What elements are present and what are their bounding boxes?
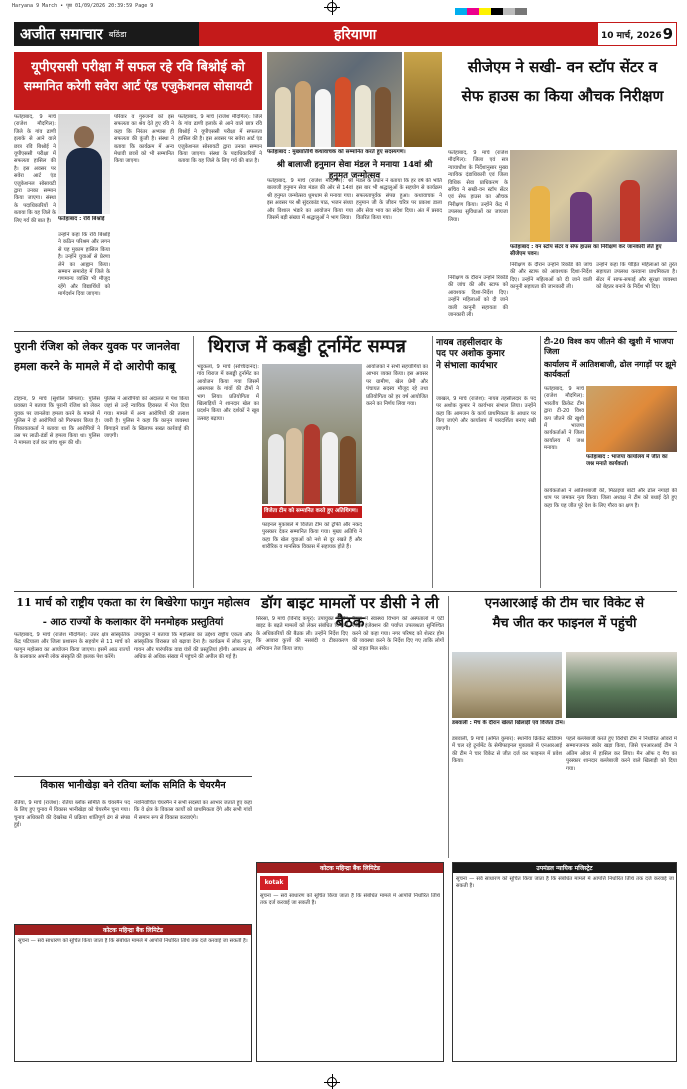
column-rule	[432, 336, 433, 588]
story1-portrait-photo	[58, 114, 110, 214]
newspaper-brand	[14, 22, 199, 46]
print-slug: Haryana 9 March • पृष्ठ 01/09/2026 20:39:59 Page 9	[12, 3, 154, 9]
story1-body-col3: परिवार व गुरुजनों को इस सफलता का श्रेय देते हुए रवि ने कहा कि निरंतर अभ्यास ही सफलता की कुंजी है। संस्था ने बताया कि कार्यक्रम में अन्य मेधावी छात्रों को भी सम्मानित किया जाएगा।	[114, 114, 174, 165]
story2-photo-caption: फतेहाबाद : मुख्यातिथि कथावाचक को सम्मानित करते हुए सदस्यगण।	[267, 149, 406, 155]
date-box	[597, 22, 677, 46]
story1-headline-box	[14, 52, 262, 110]
bank-notice-ad	[256, 862, 444, 1062]
story7-headline-line1: टी-20 विश्व कप जीतने की खुशी में भाजपा जिला	[544, 336, 674, 356]
story5-body-col1: भट्टूकलां, 9 मार्च (सच्चिदानंद): गांव थिराज में कबड्डी टूर्नामेंट का आयोजन किया गया जिसमें आसपास के गांवों की टीमों ने भाग लिया। प्रतियोगिता में खिलाड़ियों ने शानदार खेल का प्रदर्शन किया और दर्शकों ने खूब उत्साह बढ़ाया।	[197, 364, 259, 422]
classified-ad	[14, 924, 252, 1062]
story3-body-col2: निरीक्षण के दौरान उन्होंने रिकॉर्ड की जांच की और स्टाफ को आवश्यक दिशा-निर्देश दिए। उन्होंने महिलाओं को दी जाने वाली कानूनी सहायता की जानकारी ली।	[510, 262, 592, 291]
registration-mark	[327, 1077, 337, 1087]
classified-bank-name: कोटक महिन्द्रा बैंक लिमिटेड	[15, 925, 251, 935]
story1-headline-line1: यूपीएससी परीक्षा में सफल रहे रवि बिश्नोई को	[31, 60, 245, 75]
story10-photo-caption: डबवाली : मैच के दौरान खेलते खिलाड़ी एवं विजेता टीम।	[452, 720, 565, 726]
story10-headline-line2: मैच जीत कर फाइनल में पहुंची	[492, 616, 637, 632]
story3-headline-box	[448, 52, 677, 144]
story8-headline: 11 मार्च को राष्ट्रीय एकता का रंग बिखेरेगा फागुन महोत्सव	[16, 596, 250, 609]
story11-headline: विकास भानीखेड़ा बने रतिया ब्लॉक समिति के चेयरमैन	[40, 780, 226, 791]
column-rule	[448, 596, 449, 858]
story6-headline-line3: ने संभाला कार्यभार	[436, 360, 498, 371]
story11-body-col2: नवनिर्वाचित चेयरमैन ने सभी सदस्यों का आभार जताते हुए कहा कि वे क्षेत्र के विकास कार्यों को प्राथमिकता देंगे और सभी गांवों में समान रूप से विकास करवाएंगे।	[134, 800, 252, 821]
court-notice-ad	[452, 862, 677, 1062]
classified-text: सूचना — सर्व साधारण को सूचित किया जाता है कि संबंधित मामले में आपत्ति निर्धारित तिथि तक दर्ज करवाई जा सकती है।	[18, 938, 248, 944]
story4-headline-box	[14, 336, 189, 390]
color-bar	[455, 8, 527, 15]
story10-photo-match	[452, 652, 562, 718]
story1-headline-line2: सम्मानित करेगी सवेरा आर्ट एंड एजुकेशनल सोसायटी	[23, 79, 253, 94]
story4-headline-line1: पुरानी रंजिश को लेकर युवक पर जानलेवा	[14, 340, 180, 353]
story8-body-col2: उपायुक्त ने बताया कि महोत्सव का उद्देश्य राष्ट्रीय एकता और सांस्कृतिक विरासत को बढ़ावा देना है। कार्यक्रम में लोक नृत्य, गायन और पारंपरिक वाद्य यंत्रों की प्रस्तुतियां होंगी। आमजन से अधिक से अधिक संख्या में पहुंचने की अपील की गई है।	[134, 632, 252, 661]
row-divider	[14, 776, 252, 777]
bank-name: कोटक महिन्द्रा बैंक लिमिटेड	[257, 863, 443, 873]
issue-date: 10 मार्च, 2026	[601, 30, 662, 41]
story3-photo-caption: फतेहाबाद : वन स्टॉप सेंटर व सेफ हाउस का निरीक्षण कर जानकारी लेते हुए सीजेएम पवन।	[510, 244, 662, 257]
row-divider	[14, 331, 677, 332]
page-number: 9	[662, 25, 673, 43]
story3-photo	[510, 150, 677, 242]
court-notice-header: उपमंडल न्यायिक मजिस्ट्रेट	[453, 863, 676, 873]
story5-body-col3: आयोजकों ने सभी सहयोगियों का आभार व्यक्त किया। इस अवसर पर ग्रामीण, खेल प्रेमी और पंचायत सदस्य मौजूद रहे तथा प्रतियोगिता को हर वर्ष आयोजित करने का निर्णय लिया गया।	[366, 364, 428, 408]
story9-headline: डॉग बाइट मामलों पर डीसी ने ली बैठक	[261, 594, 439, 631]
story2-side-photo	[404, 52, 442, 147]
story5-photo-caption: विजेता टीम को सम्मानित करते हुए अतिथिगण।	[262, 506, 362, 518]
story6-headline-line1: नायब तहसीलदार के	[436, 338, 503, 348]
story1-body-col1: फतेहाबाद, 9 मार्च (राजेश मौदगिल): जिले के गांव ढाणी इलाके से आने वाले छात्र रवि बिश्नोई ने यूपीएससी परीक्षा में सफलता हासिल की है। इस अवसर पर सवेरा आर्ट एंड एजुकेशनल सोसायटी द्वारा उनका सम्मान किया जाएगा। संस्था के पदाधिकारियों ने बताया कि यह जिले के लिए गर्व की बात है।	[14, 114, 56, 224]
story7-photo-caption: फतेहाबाद : भाजपा कार्यालय में जीत का जश्न मनाते कार्यकर्ता।	[586, 454, 668, 467]
story10-headline-line1: एनआरआई की टीम चार विकेट से	[484, 596, 645, 611]
story3-headline-line2: सेफ हाउस का किया औचक निरीक्षण	[461, 86, 664, 105]
story7-photo	[586, 386, 677, 452]
story9-body-col2: बैठक में स्वास्थ्य विभाग को अस्पतालों में एंटी रेबीज इंजेक्शन की पर्याप्त उपलब्धता सुनिश्चित करने को कहा गया। नगर परिषद को शेल्टर होम की व्यवस्था करने के निर्देश दिए गए ताकि लोगों को राहत मिल सके।	[352, 616, 444, 652]
story10-body-col2: पहले बल्लेबाजी करते हुए विरोधी टीम ने निर्धारित ओवरों में सम्मानजनक स्कोर खड़ा किया, जिसे एनआरआई टीम ने अंतिम ओवर में हासिल कर लिया। मैन ऑफ द मैच का पुरस्कार शानदार बल्लेबाजी करने वाले खिलाड़ी को दिया गया।	[566, 736, 677, 772]
story6-body: जाखल, 9 मार्च (राजेश): नायब तहसीलदार के पद पर अशोक कुमार ने कार्यभार संभाल लिया। उन्होंने कहा कि आमजन के कार्य प्राथमिकता के आधार पर किए जाएंगे और कार्यालय में पारदर्शिता बनाए रखी जाएगी।	[436, 396, 536, 432]
masthead	[14, 22, 677, 46]
story7-headline-line2: कार्यालय में आतिशबाजी, ढोल नगाड़ों पर झूमे कार्यकर्ता	[544, 359, 677, 379]
story6-headline-box	[436, 336, 536, 396]
story2-body-col2: मंडल के प्रधान ने बताया कि हर वर्ष की भांति इस बार भी श्रद्धालुओं के सहयोग से कार्यक्रम सफलतापूर्वक संपन्न हुआ। कथावाचक ने हनुमान जी के जीवन चरित्र पर प्रकाश डाला और सेवा भाव का संदेश दिया। अंत में प्रसाद वितरित किया गया।	[356, 178, 442, 222]
section-title: हरियाणा	[334, 26, 377, 43]
story1-photo-caption: फतेहाबाद : रवि बिश्नोई	[58, 216, 105, 222]
story9-body-col1: सिरसा, 9 मार्च (विनोद कपूर): उपायुक्त ने डॉग बाइट के बढ़ते मामलों को लेकर संबंधित विभागों के अधिकारियों की बैठक ली। उन्होंने निर्देश दिए कि आवारा कुत्तों की नसबंदी व टीकाकरण अभियान तेज किया जाए।	[256, 616, 348, 652]
story7-headline-box	[544, 336, 677, 384]
brand-title: अजीत समाचार	[20, 25, 103, 43]
story3-body-col1b: निरीक्षण के दौरान उन्होंने रिकॉर्ड की जांच की और स्टाफ को आवश्यक दिशा-निर्देश दिए। उन्होंने महिलाओं को दी जाने वाली कानूनी सहायता की जानकारी ली।	[448, 275, 508, 319]
story8-subhead: - आठ राज्यों के कलाकार देंगे मनमोहक प्रस्तुतियां	[42, 617, 224, 628]
story4-body-col1: टोहाना, 9 मार्च (सुशील सिंगला): पुलिस प्रवक्ता ने बताया कि पुरानी रंजिश को लेकर युवक पर जानलेवा हमला करने के मामले में पुलिस ने दो आरोपियों को गिरफ्तार किया है। शिकायतकर्ता ने बताया था कि आरोपियों ने उस पर लाठी-डंडों से हमला किया था। पुलिस ने मामला दर्ज कर जांच शुरू की थी।	[14, 396, 100, 447]
story6-headline-line2: पद पर अशोक कुमार	[436, 349, 505, 360]
story2-photo	[267, 52, 402, 147]
story7-body-col1: फतेहाबाद, 9 मार्च (राजेश मौदगिल): भारतीय क्रिकेट टीम द्वारा टी-20 विश्व कप जीतने की खुशी में भाजपा कार्यकर्ताओं ने जिला कार्यालय में जश्न मनाया।	[544, 386, 584, 452]
bank-notice-text: सूचना — सर्व साधारण को सूचित किया जाता है कि संबंधित मामले में आपत्ति निर्धारित तिथि तक दर्ज करवाई जा सकती है।	[260, 893, 440, 907]
story3-headline-line1: सीजेएम ने सखी- वन स्टॉप सेंटर व	[467, 58, 658, 76]
story2-body-col1: फतेहाबाद, 9 मार्च (राजेश मौदगिल): श्री बालाजी हनुमान सेवा मंडल की ओर से 14वां श्री हनुमत जन्मोत्सव धूमधाम से मनाया गया। इस अवसर पर श्री सुंदरकांड पाठ, भजन संध्या और विशाल भंडारे का आयोजन किया गया जिसमें बड़ी संख्या में श्रद्धालुओं ने भाग लिया।	[267, 178, 353, 222]
story4-headline-line2: हमला करने के मामले में दो आरोपी काबू	[14, 359, 176, 373]
story3-body-col1: फतेहाबाद, 9 मार्च (राजेश मौदगिल): जिला एवं सत्र न्यायाधीश के निर्देशानुसार मुख्य न्यायिक दंडाधिकारी एवं जिला विधिक सेवा प्राधिकरण के सचिव ने सखी-वन स्टॉप सेंटर एवं सेफ हाउस का औचक निरीक्षण किया। उन्होंने केंद्र में उपलब्ध सुविधाओं का जायजा लिया।	[448, 150, 508, 223]
edition-name: बठिंडा	[108, 29, 127, 39]
story1-body-col2a: उन्होंने कहा कि रवि बिश्नोई ने कठिन परिश्रम और लगन से यह मुकाम हासिल किया है। उन्होंने युवाओं से प्रेरणा लेने का आह्वान किया। सम्मान समारोह में जिले के गणमान्य व्यक्ति भी मौजूद रहेंगे और विद्यार्थियों को मार्गदर्शन दिया जाएगा।	[58, 232, 110, 298]
story1-body-col4: फतेहाबाद, 9 मार्च (राजेश मौदगिल): जिले के गांव ढाणी इलाके से आने वाले छात्र रवि बिश्नोई ने यूपीएससी परीक्षा में सफलता हासिल की है। इस अवसर पर सवेरा आर्ट एंड एजुकेशनल सोसायटी द्वारा उनका सम्मान किया जाएगा। संस्था के पदाधिकारियों ने बताया कि यह जिले के लिए गर्व की बात है।	[178, 114, 262, 165]
court-notice-text: सूचना — सर्व साधारण को सूचित किया जाता है कि संबंधित मामले में आपत्ति निर्धारित तिथि तक दर्ज करवाई जा सकती है।	[456, 876, 674, 890]
story10-photo-team	[566, 652, 677, 718]
story7-body-col2: कार्यकर्ताओं ने आतिशबाजी की, मिठाइयां बांटी और ढोल नगाड़ों की थाप पर जमकर नृत्य किया। जिला अध्यक्ष ने टीम को बधाई देते हुए कहा कि यह जीत पूरे देश के लिए गौरव का क्षण है।	[544, 488, 677, 509]
story3-body-col3: उन्होंने कहा कि पीड़ित महिलाओं को तुरंत सहायता उपलब्ध करवाना प्राथमिकता है। सेंटर में साफ-सफाई और सुरक्षा व्यवस्था को बेहतर बनाने के निर्देश भी दिए।	[596, 262, 677, 291]
story8-body-col1: फतेहाबाद, 9 मार्च (राजेश मौदगिल): उत्तर क्षेत्र सांस्कृतिक केंद्र पटियाला और जिला प्रशासन के सहयोग से 11 मार्च को फागुन महोत्सव का आयोजन किया जाएगा। इसमें आठ राज्यों के कलाकार अपनी लोक संस्कृति की झलक पेश करेंगे।	[14, 632, 130, 661]
column-rule	[540, 336, 541, 588]
story4-body-col2: पुलिस ने आरोपियों को अदालत में पेश किया जहां से उन्हें न्यायिक हिरासत में भेज दिया गया। मामले में अन्य आरोपियों की तलाश जारी है। पुलिस ने कहा कि कानून व्यवस्था बिगाड़ने वालों के खिलाफ सख्त कार्रवाई की जाएगी।	[104, 396, 189, 440]
story11-body-col1: रतिया, 9 मार्च (राजेश): रतिया ब्लॉक समिति के चेयरमैन पद के लिए हुए चुनाव में विकास भानीखेड़ा को चेयरमैन चुना गया। चुनाव अधिकारी की देखरेख में प्रक्रिया शांतिपूर्ण ढंग से संपन्न हुई।	[14, 800, 130, 829]
story10-headline-box	[452, 596, 677, 646]
story5-headline: थिराज में कबड्डी टूर्नामेंट सम्पन्न	[208, 336, 406, 357]
bank-logo: kotak	[260, 876, 288, 890]
story10-body-col1: डबवाली, 9 मार्च (अमित कुमार): स्थानीय क्रिकेट स्टेडियम में चल रहे टूर्नामेंट के सेमीफाइनल मुकाबले में एनआरआई की टीम ने चार विकेट से जीत दर्ज कर फाइनल में प्रवेश किया।	[452, 736, 562, 765]
story5-body-col2: फाइनल मुकाबले में विजेता टीम को ट्रॉफी और नकद पुरस्कार देकर सम्मानित किया गया। मुख्य अतिथि ने कहा कि खेल युवाओं को नशे से दूर रखते हैं और शारीरिक व मानसिक विकास में सहायक होते हैं।	[262, 522, 362, 551]
column-rule	[193, 336, 194, 588]
registration-mark	[327, 2, 337, 12]
story5-photo	[262, 364, 362, 504]
story2-headline: श्री बालाजी हनुमान सेवा मंडल ने मनाया 14वां श्री हनुमत जन्मोत्सव	[276, 160, 433, 181]
row-divider	[14, 591, 677, 592]
